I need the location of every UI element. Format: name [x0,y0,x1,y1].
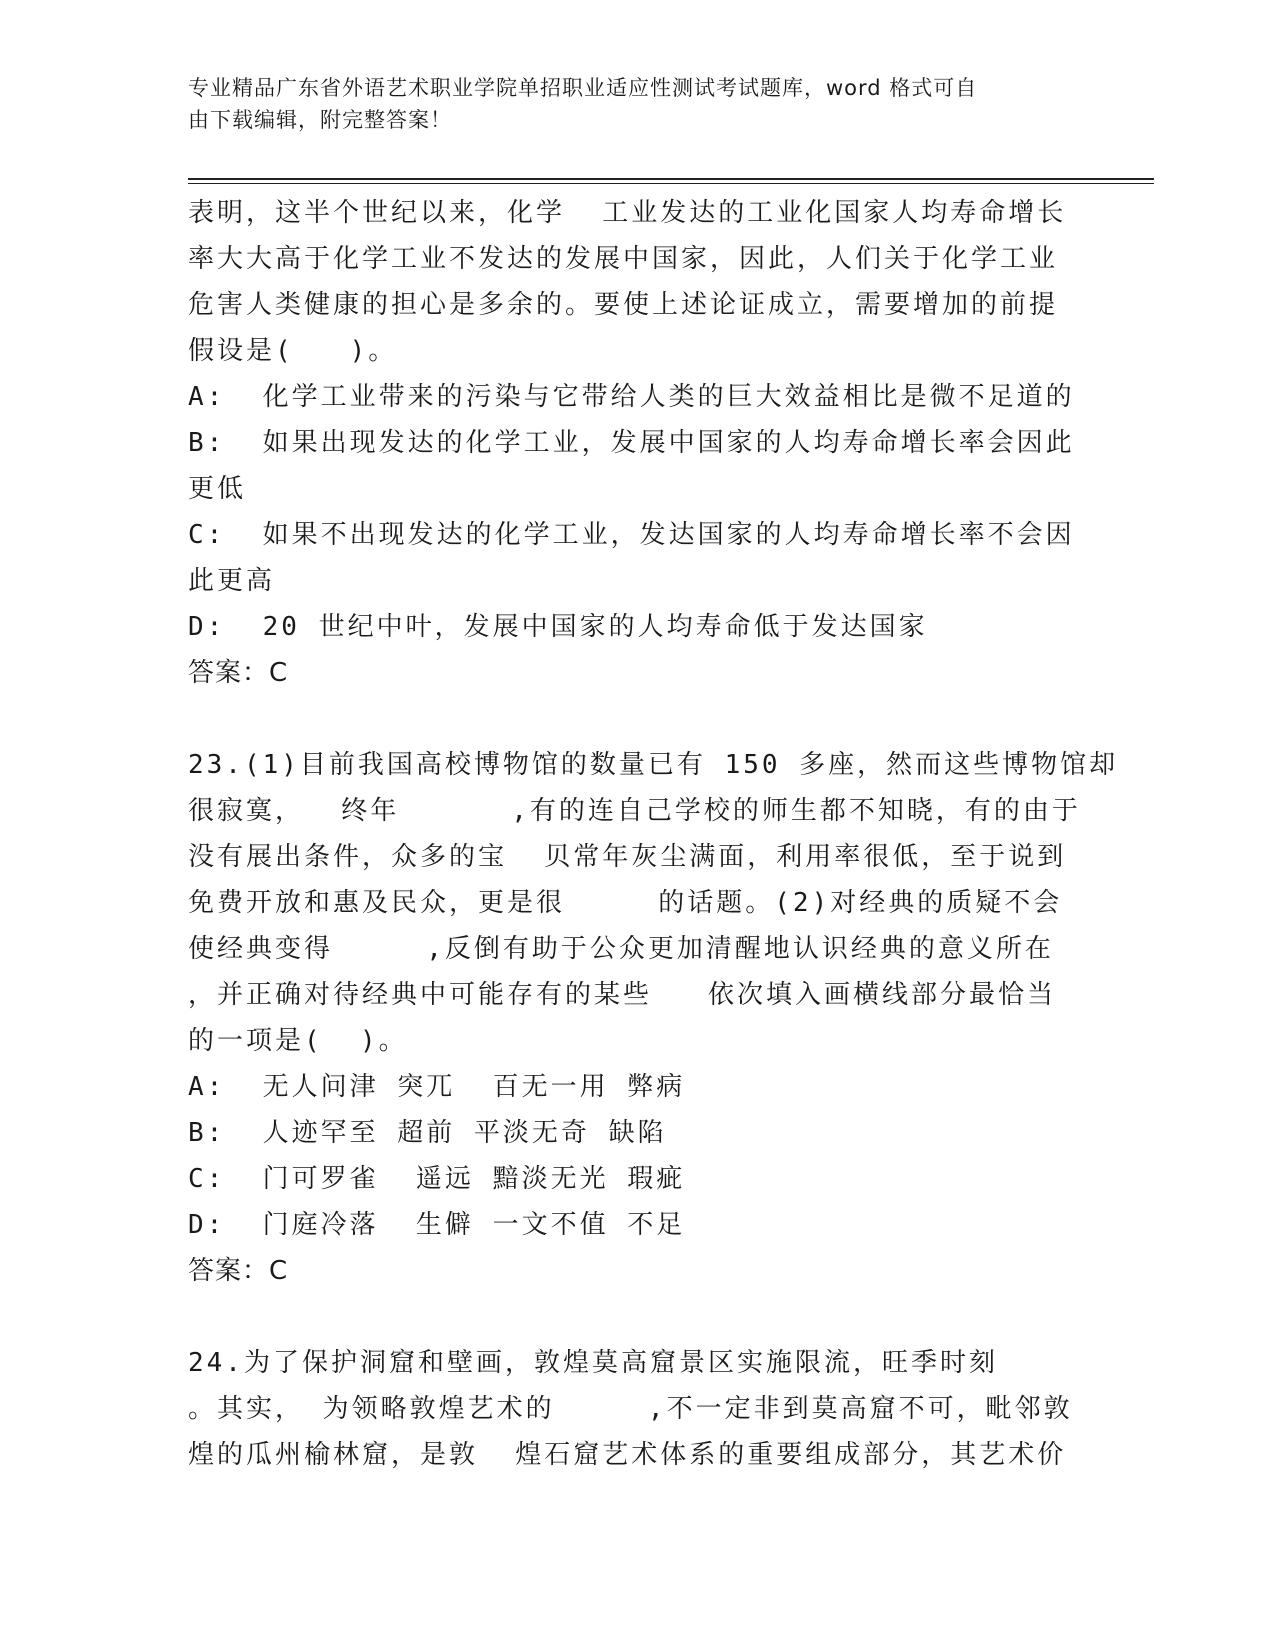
question-stem-line: 没有展出条件，众多的宝 贝常年灰尘满面，利用率很低，至于说到 [188,842,1067,872]
header-line: 专业精品广东省外语艺术职业学院单招职业适应性测试考试题库，word 格式可自 [188,76,978,100]
question-24 [188,1340,1073,1478]
header-rule-thin [188,183,1154,184]
spacer [188,696,1068,742]
question-stem-line: 的一项是( )。 [188,1026,408,1056]
question-stem-line: 很寂寞， 终年 ,有的连自己学校的师生都不知晓，有的由于 [188,796,1081,826]
option-a: A: 无人问津 突兀 百无一用 弊病 [188,1072,686,1102]
option-c-continued: 此更高 [188,566,276,596]
answer: 答案：C [188,1256,289,1286]
question-stem-line: 危害人类健康的担心是多余的。要使上述论证成立，需要增加的前提 [188,290,1059,320]
header-rule [188,178,1154,180]
option-a: A: 化学工业带来的污染与它带给人类的巨大效益相比是微不足道的 [188,382,1075,412]
question-stem-line: 率大大高于化学工业不发达的发展中国家，因此，人们关于化学工业 [188,244,1059,274]
question-stem-line: 24.为了保护洞窟和壁画，敦煌莫高窟景区实施限流，旺季时刻 [188,1348,998,1378]
option-d: D: 20 世纪中叶，发展中国家的人均寿命低于发达国家 [188,612,928,642]
option-d: D: 门庭冷落 生僻 一文不值 不足 [188,1210,686,1240]
question-23 [188,742,1119,1294]
spacer [188,1294,1068,1340]
question-stem-line: 23.(1)目前我国高校博物馆的数量已有 150 多座，然而这些博物馆却 [188,750,1119,780]
document-body [188,190,1119,1478]
option-b: B: 如果出现发达的化学工业，发展中国家的人均寿命增长率会因此 [188,428,1075,458]
question-22 [188,190,1075,696]
question-stem-line: 煌的瓜州榆林窟，是敦 煌石窟艺术体系的重要组成部分，其艺术价 [188,1440,1067,1470]
option-b: B: 人迹罕至 超前 平淡无奇 缺陷 [188,1118,667,1148]
header-line: 由下载编辑，附完整答案！ [188,108,452,132]
answer: 答案：C [188,658,289,688]
question-stem-line: ，并正确对待经典中可能存有的某些 依次填入画横线部分最恰当 [188,980,1056,1010]
option-c: C: 如果不出现发达的化学工业，发达国家的人均寿命增长率不会因 [188,520,1075,550]
question-stem-line: 假设是( )。 [188,336,398,366]
option-c: C: 门可罗雀 遥远 黯淡无光 瑕疵 [188,1164,686,1194]
option-b-continued: 更低 [188,474,247,504]
question-stem-line: 表明，这半个世纪以来，化学 工业发达的工业化国家人均寿命增长 [188,198,1067,228]
question-stem-line: 免费开放和惠及民众，更是很 的话题。(2)对经典的质疑不会 [188,888,1063,918]
page-header [188,72,1068,136]
question-stem-line: 。其实， 为领略敦煌艺术的 ,不一定非到莫高窟不可，毗邻敦 [188,1394,1073,1424]
question-stem-line: 使经典变得 ,反倒有助于公众更加清醒地认识经典的意义所在 [188,934,1054,964]
